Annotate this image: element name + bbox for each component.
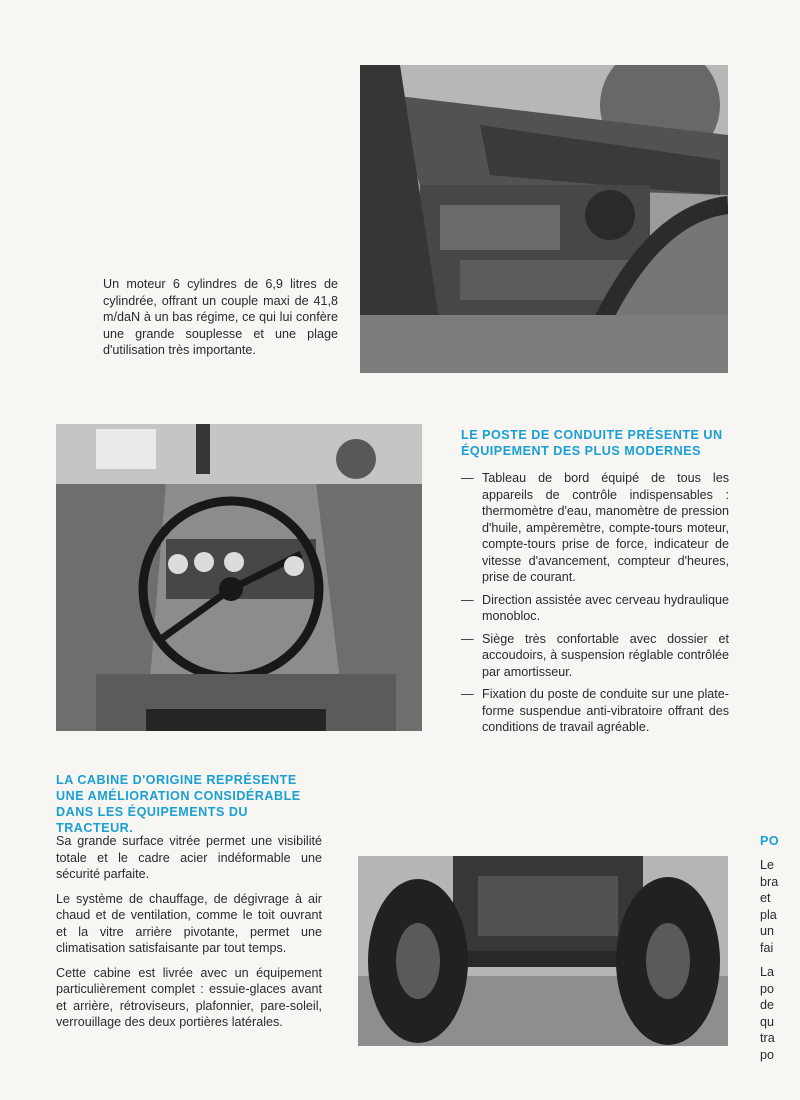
cockpit-equipment-list (461, 470, 729, 742)
right-edge-cut-text: Le bra et pla un fai La po de qu tra po (760, 858, 779, 1062)
list-item: — Tableau de bord équipé de tous les appareils de contrôle indispensables : thermomètre d'eau, manomètre de pression d'huile, ampèremètre, compte-tours moteur, compte-tours prise de force, indicateur de vitesse d'avancement, compteur d'heures, prise de courant. (461, 471, 729, 584)
cockpit-heading: LE POSTE DE CONDUITE PRÉSENTE UN ÉQUIPEMENT DES PLUS MODERNES (461, 428, 723, 458)
tractor-engine-photo (360, 65, 728, 373)
cabin-paragraph: Sa grande surface vitrée permet une visibilité totale et le cadre acier indéformable une sécurité parfaite. (56, 834, 322, 881)
engine-caption: Un moteur 6 cylindres de 6,9 litres de cylindrée, offrant un couple maxi de 41,8 m/daN à un bas régime, ce qui lui confère une grande souplesse et une plage d'utilisation très importante. (103, 277, 338, 357)
cabin-paragraph: Le système de chauffage, de dégivrage à air chaud et de ventilation, comme le toit ouvrant et la vitre arrière pivotante, permet une climatisation satisfaisante par tout temps. (56, 891, 322, 955)
tractor-front-axle-photo (358, 856, 728, 1046)
tractor-cockpit-photo (56, 424, 422, 731)
cabin-paragraph: Cette cabine est livrée avec un équipement particulièrement complet : essuie-glaces avant et arrière, rétroviseurs, plafonnier, pare-soleil, verrouillage des deux portières latérales. (56, 965, 322, 1029)
right-edge-heading: PO (760, 834, 780, 848)
list-item: — Siège très confortable avec dossier et accoudoirs, à suspension réglable contrôlée par amortisseur. (461, 631, 729, 679)
cabin-heading: LA CABINE D'ORIGINE REPRÉSENTE UNE AMÉLIORATION CONSIDÉRABLE DANS LES ÉQUIPEMENTS DU TRACTEUR. (56, 773, 301, 835)
list-item: — Fixation du poste de conduite sur une plate-forme suspendue anti-vibratoire offrant des conditions de travail agréable. (461, 687, 729, 734)
list-item: — Direction assistée avec cerveau hydraulique monobloc. (461, 592, 729, 623)
cabin-description (56, 833, 322, 1039)
